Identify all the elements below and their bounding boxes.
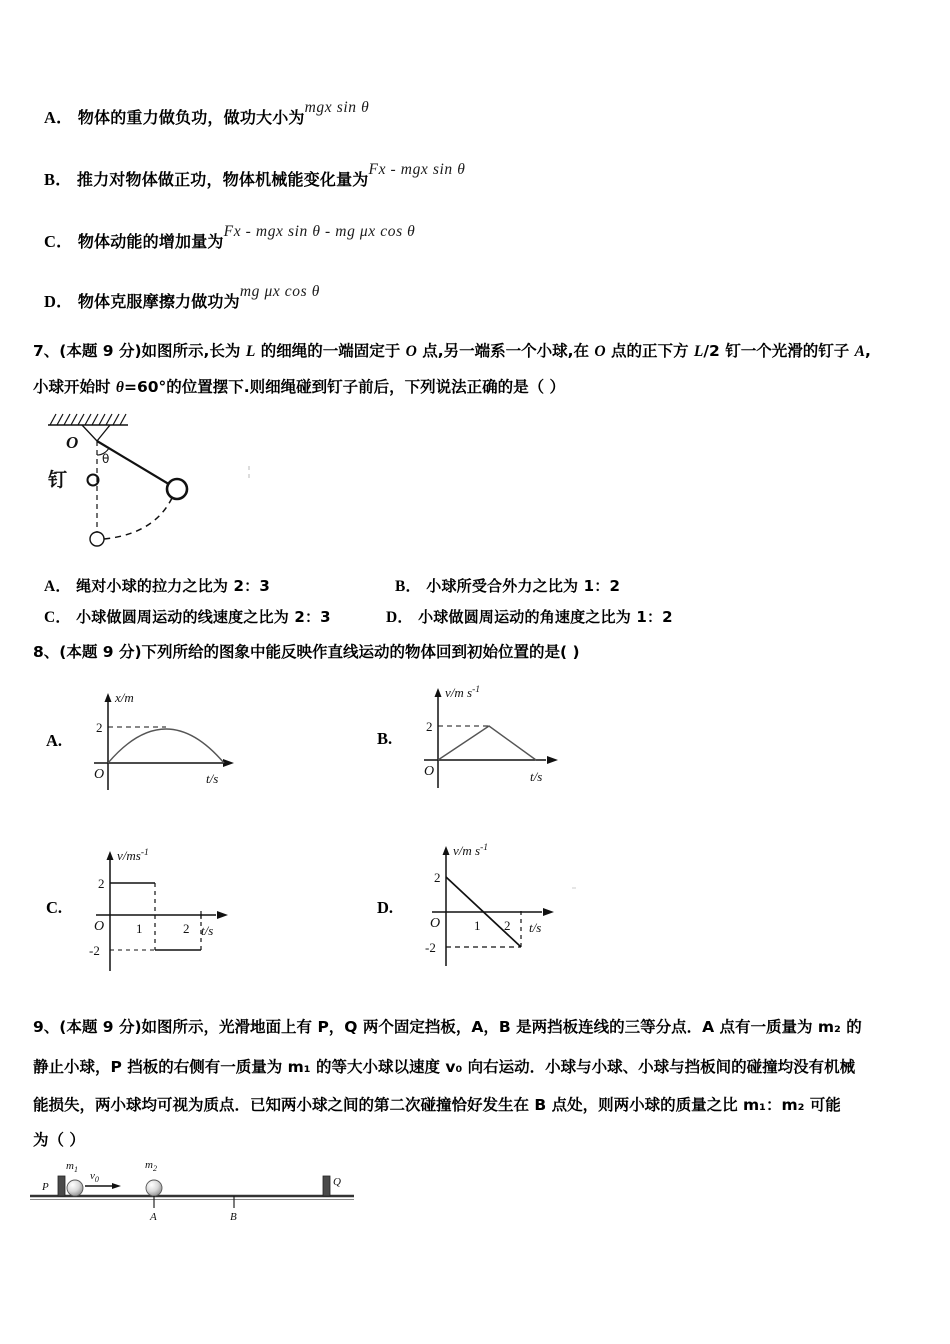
barrier-p-label: P — [42, 1181, 49, 1193]
q7-line1-anail: A — [854, 343, 865, 360]
q6-option-d-letter: D． — [44, 292, 73, 311]
graph-c-y-arrow — [107, 851, 114, 860]
ball-m1-label: $m_1$ — [66, 1160, 78, 1174]
graph-c-xtick-1: 1 — [136, 921, 143, 936]
q7-line2-theta: θ — [115, 379, 124, 396]
pivot-support-icon — [82, 425, 110, 441]
graph-d-y-arrow — [443, 846, 450, 855]
q6-option-c-text: 物体动能的增加量为 — [77, 232, 224, 251]
graph-c-ytick-neg: -2 — [89, 943, 100, 958]
graph-a-y-arrow — [105, 693, 112, 702]
pendulum-point-o-label: O — [66, 433, 79, 452]
q7-option-c-letter: C． — [44, 609, 72, 626]
graph-d-x-label: t/s — [529, 920, 542, 935]
graph-a-curve — [108, 729, 224, 763]
q7-option-d-letter: D． — [386, 609, 414, 626]
q7-line1-o2: O — [594, 343, 606, 360]
q7-number: 7、 — [33, 342, 60, 360]
q9-number: 9、 — [33, 1018, 60, 1036]
graph-d-y-label: v/m $s^{-1}$ — [453, 843, 489, 858]
q7-option-c — [44, 605, 331, 627]
q7-line1-b: 的细绳的一端固定于 — [255, 342, 406, 360]
graph-a-x-label: t/s — [206, 771, 219, 786]
graph-b-y-arrow — [435, 688, 442, 697]
nail-label: 钉 — [48, 469, 68, 491]
ceiling-hatching — [50, 414, 126, 425]
q6-option-a-formula: mgx sin θ — [304, 99, 370, 116]
q8-graph-b — [418, 680, 598, 798]
barrier-q-label: Q — [333, 1176, 341, 1188]
q9-stem-line3: 能损失，两小球均可视为质点．已知两小球之间的第二次碰撞恰好发生在 B 点处，则两小球的质量之比 m₁：m₂ 可能 — [33, 1096, 841, 1114]
graph-d-xtick-1: 1 — [474, 918, 481, 933]
q8-graph-a — [88, 685, 268, 800]
q7-line1-l2: L — [693, 343, 704, 360]
q7-line1-d: 点的正下方 — [605, 342, 694, 360]
q7-line1-a: 如图所示,长为 — [141, 342, 246, 360]
q6-option-d — [44, 283, 320, 312]
q7-line1-l: L — [245, 343, 256, 360]
q8-graph-c — [88, 845, 273, 975]
q6-option-c-letter: C． — [44, 232, 73, 251]
q7-option-a-letter: A． — [44, 578, 72, 595]
q9-stem-line2: 静止小球，P 挡板的右侧有一质量为 m₁ 的等大小球以速度 v₀ 向右运动．小球与小球、小球与挡板间的碰撞均没有机械 — [33, 1058, 856, 1076]
graph-d-xtick-2: 2 — [504, 918, 511, 933]
graph-a-origin-label: O — [94, 767, 105, 782]
graph-b-ytick-2: 2 — [426, 719, 433, 734]
q7-option-b — [395, 574, 620, 596]
graph-b-y-label: v/m $s^{-1}$ — [445, 685, 481, 700]
q8-graph-d — [424, 840, 609, 970]
q8-panel-d-letter: D. — [377, 898, 394, 917]
q7-option-a — [44, 574, 270, 596]
q9-line1: 如图所示，光滑地面上有 P，Q 两个固定挡板，A，B 是两挡板连线的三等分点．A 点有一质量为 m₂ 的 — [141, 1018, 862, 1036]
q7-score: (本题 9 分) — [59, 342, 142, 360]
q7-option-b-text: 小球所受合外力之比为 1：2 — [426, 577, 621, 595]
barrier-p — [58, 1176, 65, 1196]
q7-line1-c: 点,另一端系一个小球,在 — [416, 342, 595, 360]
q7-option-d — [386, 605, 673, 627]
q8-panel-b-letter: B. — [377, 729, 393, 748]
q7-pendulum-figure — [44, 408, 294, 558]
graph-c-xtick-2: 2 — [183, 921, 190, 936]
graph-b-x-arrow — [547, 756, 558, 764]
pendulum-ball — [167, 479, 187, 499]
q7-line1-e: /2 钉一个光滑的钉子 — [703, 342, 855, 360]
point-a-label: A — [150, 1211, 157, 1223]
graph-b-x-label: t/s — [530, 769, 543, 784]
q6-option-b-formula: Fx - mgx sin θ — [368, 161, 466, 178]
q9-stem-line4: 为（ ） — [33, 1131, 85, 1149]
q8-panel-a-letter: A. — [46, 731, 63, 750]
q7-stem-line1 — [33, 339, 871, 361]
graph-c-x-label: t/s — [201, 923, 214, 938]
q8-score: (本题 9 分) — [59, 643, 142, 661]
ball-m1 — [67, 1180, 83, 1196]
graph-c-y-label: $v/ms^{-1}$ — [117, 848, 149, 863]
graph-d-origin-label: O — [430, 916, 441, 931]
graph-a-x-arrow — [223, 759, 234, 767]
q8-stem — [33, 640, 580, 662]
barrier-q — [323, 1176, 330, 1196]
q7-option-c-text: 小球做圆周运动的线速度之比为 2：3 — [76, 608, 331, 626]
q6-option-c-formula: Fx - mgx sin θ - mg μx cos θ — [223, 223, 416, 240]
ball-m2-label: $m_2$ — [145, 1159, 157, 1173]
pendulum-ball-lowest — [90, 532, 104, 546]
q6-option-b — [44, 161, 466, 190]
q8-number: 8、 — [33, 643, 60, 661]
q6-option-a-letter: A． — [44, 108, 73, 127]
graph-c-origin-label: O — [94, 919, 105, 934]
q7-line2-b: =60°的位置摆下.则细绳碰到钉子前后，下列说法正确的是（ ） — [123, 378, 566, 396]
graph-a-ytick-2: 2 — [96, 720, 103, 735]
graph-d-x-arrow — [543, 908, 554, 916]
q7-option-b-letter: B． — [395, 578, 422, 595]
q7-line2-a: 小球开始时 — [33, 378, 116, 396]
graph-d-ytick-pos: 2 — [434, 870, 441, 885]
swing-arc — [104, 498, 172, 539]
q8-panel-c-letter: C. — [46, 898, 63, 917]
q6-option-d-text: 物体克服摩擦力做功为 — [77, 292, 240, 311]
q6-option-a — [44, 99, 370, 128]
q6-option-a-text: 物体的重力做负功，做功大小为 — [77, 108, 305, 127]
q7-option-a-text: 绳对小球的拉力之比为 2：3 — [76, 577, 270, 595]
graph-b-curve — [438, 726, 536, 760]
q7-option-d-text: 小球做圆周运动的角速度之比为 1：2 — [418, 608, 673, 626]
graph-c-x-arrow — [217, 911, 228, 919]
graph-d-ytick-neg: -2 — [425, 940, 436, 955]
point-b-label: B — [230, 1211, 237, 1223]
q6-option-b-text: 推力对物体做正功，物体机械能变化量为 — [76, 170, 369, 189]
q6-option-b-letter: B． — [44, 170, 72, 189]
q7-stem-line2 — [33, 375, 565, 397]
q9-stem-line1 — [33, 1015, 862, 1037]
q7-line1-o: O — [405, 343, 417, 360]
q9-collision-figure — [22, 1152, 362, 1232]
graph-c-ytick-pos: 2 — [98, 876, 105, 891]
velocity-arrow-head — [112, 1183, 121, 1189]
graph-b-origin-label: O — [424, 764, 435, 779]
q7-line1-f: , — [864, 342, 871, 360]
velocity-label: $v_0$ — [90, 1170, 99, 1184]
q6-option-d-formula: mg μx cos θ — [239, 283, 320, 300]
graph-a-y-label: x/m — [115, 690, 134, 705]
q6-option-c — [44, 223, 416, 252]
ball-m2 — [146, 1180, 162, 1196]
pendulum-angle-label: θ — [102, 452, 110, 466]
q9-score: (本题 9 分) — [59, 1018, 142, 1036]
q8-text: 下列所给的图象中能反映作直线运动的物体回到初始位置的是( ) — [141, 643, 580, 661]
